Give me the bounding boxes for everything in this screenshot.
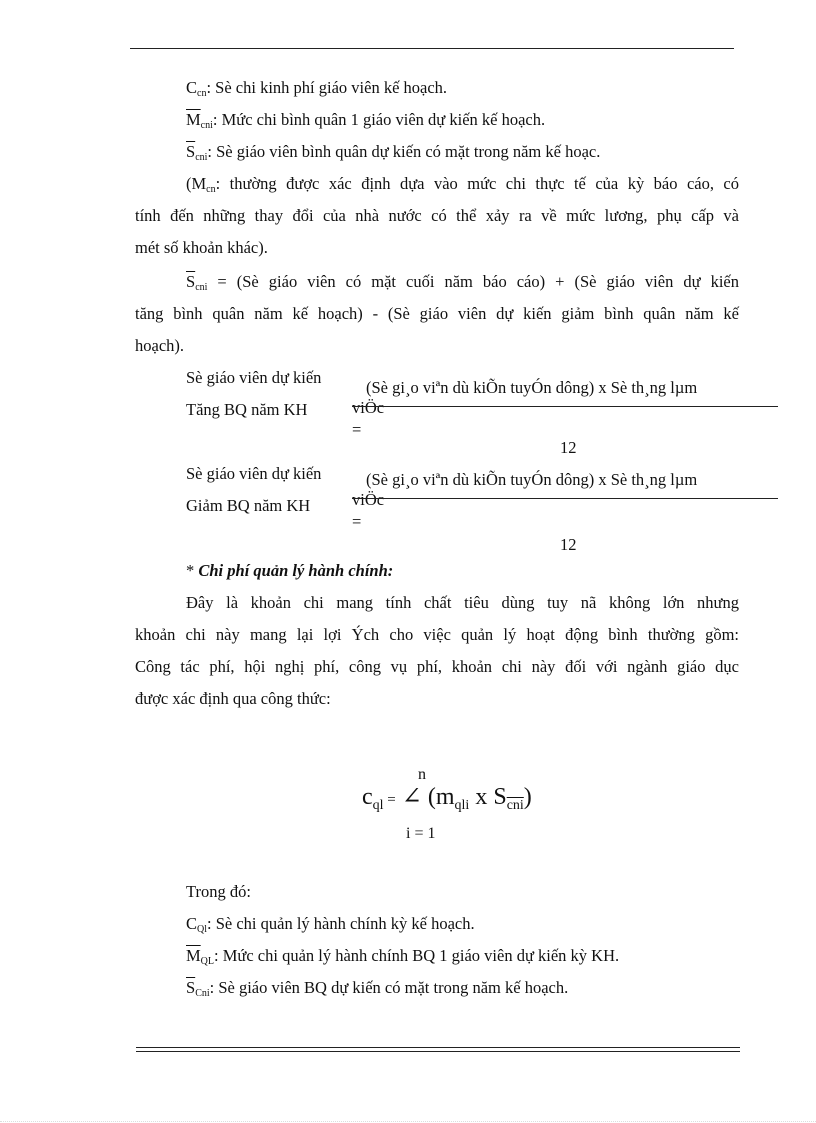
def-scni — [186, 142, 600, 163]
frac1-denominator: 12 — [560, 438, 577, 457]
frac1-denominator-clip — [560, 434, 590, 457]
formula-lhs-sub: ql — [372, 798, 384, 813]
def-scni-symbol: $\overline{S}$ — [186, 142, 196, 161]
para1-line1: ($M_{cn}$: thường được xác định dựa vào mức chi thực tế của kỳ báo cáo, có — [186, 174, 739, 195]
frac2-denominator: 12 — [560, 535, 577, 554]
footer-rule — [136, 1047, 740, 1052]
def-ccn — [186, 78, 447, 99]
formula-term-open: (m — [421, 784, 455, 810]
para1-line3: mét số khoản khác). — [135, 238, 268, 257]
para1-line2: tính đến những thay đổi của nhà nước có thể xảy ra về mức lương, phụ cấp và — [135, 206, 739, 225]
formula-lhs: c — [362, 784, 373, 810]
frac2-numerator: (Sè gi¸o viªn dù kiÕn tuyÓn dông) x Sè th¸ng lµm — [366, 470, 698, 489]
def-mcni-text: : Mức chi bình quân 1 giáo viên dự kiến kế hoạch. — [212, 110, 546, 129]
frac1-label-2: Tăng BQ năm KH — [186, 400, 308, 419]
formula — [362, 782, 532, 814]
formula-term-sub: qli — [454, 798, 470, 813]
def-scni-text: : Sè giáo viên bình quân dự kiến có mặt trong năm kế hoạc. — [207, 142, 601, 161]
frac1-numerator: (Sè gi¸o viªn dù kiÕn tuyÓn dông) x Sè th¸ng lµm — [366, 378, 698, 397]
def-scni-sub: cni — [195, 152, 208, 163]
frac2-viec: viÖc — [352, 490, 385, 509]
para2-line3: hoạch). — [135, 336, 185, 355]
def-mcni — [186, 110, 545, 131]
section-para-line2: khoản chi này mang lại lợi Ých cho việc quản lý hoạt động bình thường gồm: — [135, 625, 739, 644]
formula-equals: = — [383, 792, 396, 808]
def-mcni-symbol: $\overline{M}$ — [186, 110, 201, 129]
frac2-label-1: Sè giáo viên dự kiến — [186, 464, 322, 483]
page-edge-dots — [0, 1121, 816, 1122]
formula-term-mid: x S — [469, 784, 507, 810]
section-bullet: * — [186, 561, 199, 580]
para2-line2: tăng bình quân năm kế hoạch) - (Sè giáo viên dự kiến giảm bình quân năm kế — [135, 304, 739, 323]
formula-upper-limit: n — [418, 766, 426, 783]
section-para-line3: Công tác phí, hội nghị phí, công vụ phí, khoản chi này đối với ngành giáo dục — [135, 657, 739, 676]
formula-lower-limit: i = 1 — [406, 825, 436, 842]
frac2-bar — [352, 498, 778, 499]
frac1-bar — [352, 406, 778, 407]
where-scni: $\overline{S}_{Cni}$: Sè giáo viên BQ dự kiến có mặt trong năm kế hoạch. — [186, 978, 569, 999]
frac2-label-2: Giảm BQ năm KH — [186, 496, 311, 515]
frac2-denominator-clip — [560, 532, 590, 554]
para2-line1: $\overline{S}_{cni}$ = (Sè giáo viên có mặt cuối năm báo cáo) + (Sè giáo viên dự kiến — [186, 272, 739, 293]
formula-term-sub2: cni — [506, 798, 524, 813]
def-ccn-sub: cn — [197, 88, 207, 99]
section-heading-text: Chi phí quản lý hành chính: — [198, 561, 394, 580]
frac2-equals: = — [352, 512, 362, 531]
section-heading — [186, 561, 393, 581]
section-para-line4: được xác định qua công thức: — [135, 689, 331, 708]
formula-term-close: ) — [523, 784, 532, 810]
where-mql: $\overline{M}_{QL}$: Mức chi quản lý hành chính BQ 1 giáo viên dự kiến kỳ KH. — [186, 946, 620, 967]
frac1-viec: viÖc — [352, 398, 385, 417]
sigma-icon: ∠ — [401, 784, 422, 810]
def-mcni-sub: cni — [200, 120, 213, 131]
where-title: Trong đó: — [186, 882, 251, 901]
def-ccn-text: : Sè chi kinh phí giáo viên kế hoạch. — [206, 78, 448, 97]
header-rule — [130, 48, 734, 49]
def-ccn-symbol: C — [186, 78, 198, 97]
frac1-label-1: Sè giáo viên dự kiến — [186, 368, 322, 387]
section-para-line1: Đây là khoản chi mang tính chất tiêu dùng tuy nã không lớn nhưng — [186, 593, 739, 612]
where-cql: $C_{Ql}$: Sè chi quản lý hành chính kỳ kế hoạch. — [186, 914, 475, 935]
frac1-equals: = — [352, 420, 362, 439]
